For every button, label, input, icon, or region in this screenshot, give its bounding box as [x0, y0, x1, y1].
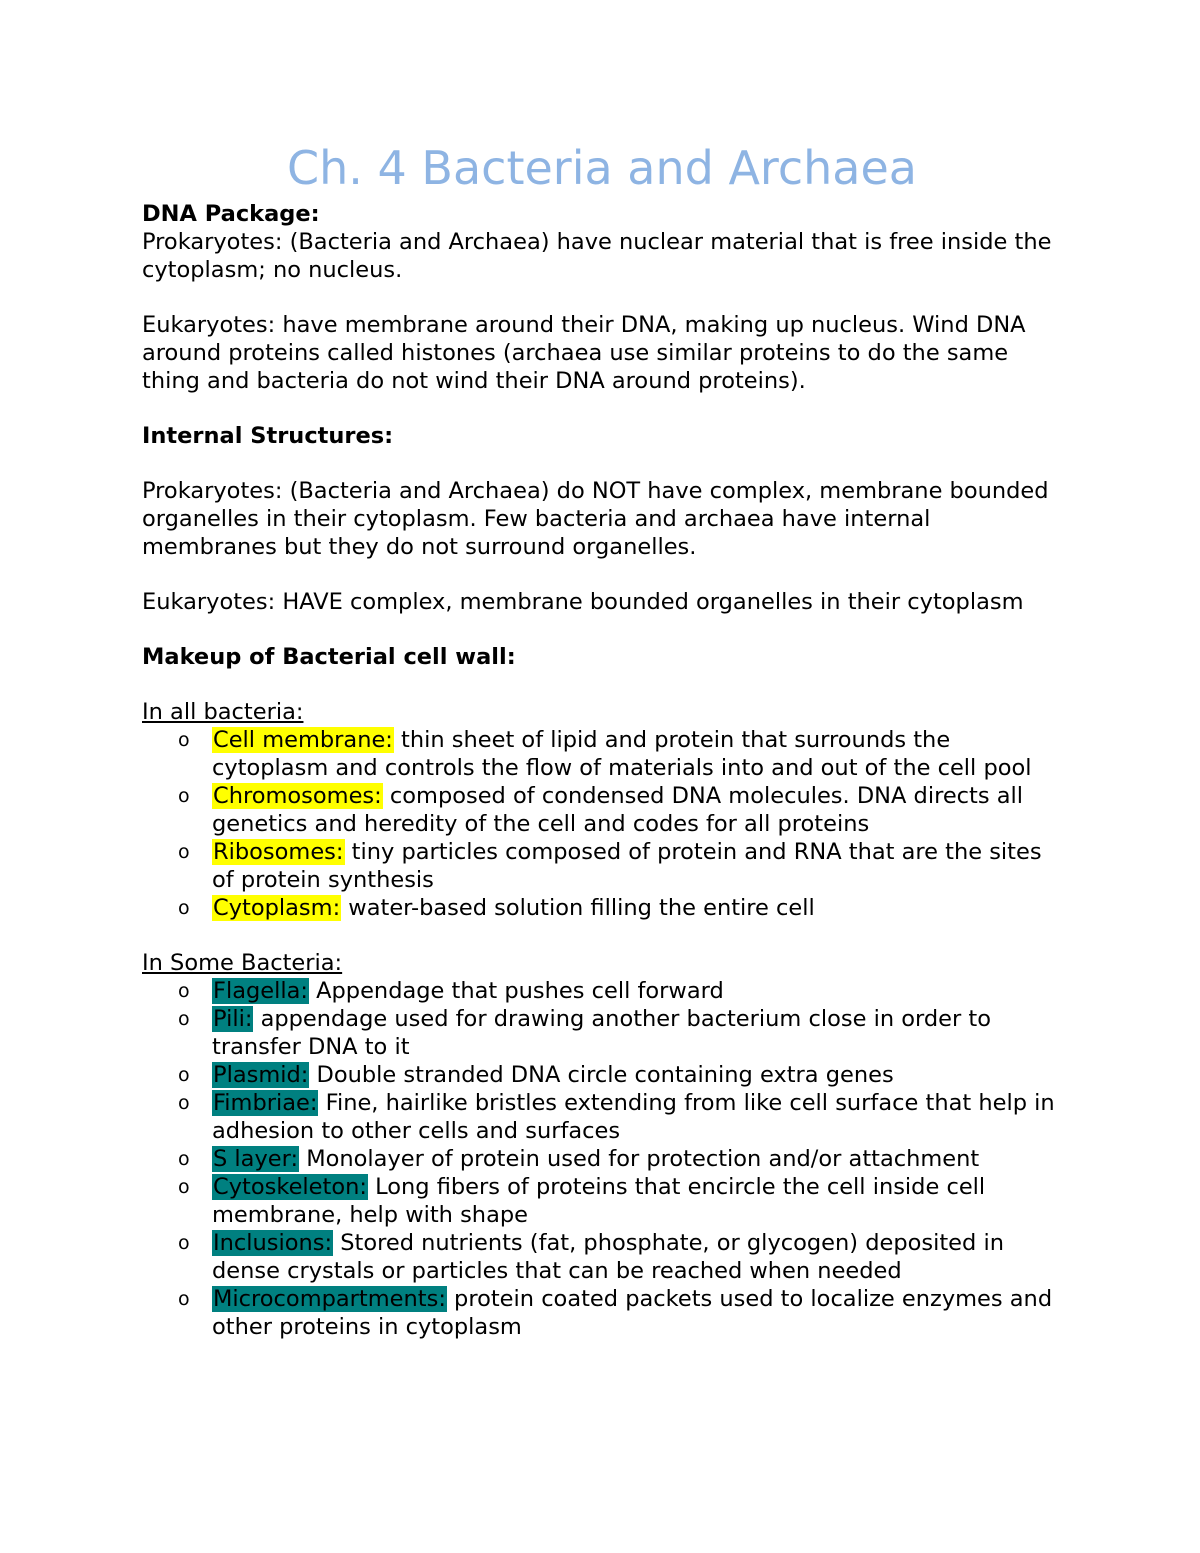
some-bacteria-label: In Some Bacteria: — [142, 950, 343, 976]
term-description: tiny particles composed of protein and RNA that are the sites of protein synthesis — [212, 839, 1042, 893]
highlighted-term: Fimbriae: — [213, 1090, 318, 1116]
list-item — [142, 782, 1062, 838]
bullet-circle-icon: o — [178, 785, 190, 807]
list-item — [142, 1145, 1062, 1173]
bullet-circle-icon: o — [178, 980, 190, 1002]
list-item — [142, 838, 1062, 894]
bullet-circle-icon: o — [178, 1176, 190, 1198]
term-description: Fine, hairlike bristles extending from like cell surface that help in adhesion to other cells and surfaces — [212, 1090, 1055, 1144]
highlighted-term: Cytoplasm: — [213, 895, 341, 921]
dna-eukaryotes-text: Eukaryotes: have membrane around their DNA, making up nucleus. Wind DNA around proteins called histones (archaea use similar proteins to do the same thing and bacteria do not wind their DNA around proteins). — [142, 312, 1026, 394]
bullet-circle-icon: o — [178, 1064, 190, 1086]
bullet-circle-icon: o — [178, 1092, 190, 1114]
bullet-circle-icon: o — [178, 841, 190, 863]
highlighted-term: Cytoskeleton: — [213, 1174, 367, 1200]
bullet-circle-icon: o — [178, 1148, 190, 1170]
bullet-circle-icon: o — [178, 1232, 190, 1254]
all-bacteria-list — [142, 726, 1062, 922]
all-bacteria-label: In all bacteria: — [142, 699, 304, 725]
dna-package-heading: DNA Package: — [142, 201, 320, 227]
list-item — [142, 726, 1062, 782]
cell-wall-heading: Makeup of Bacterial cell wall: — [142, 644, 516, 670]
term-description: protein coated packets used to localize enzymes and other proteins in cytoplasm — [212, 1286, 1053, 1340]
term-description: Monolayer of protein used for protection and/or attachment — [299, 1146, 980, 1172]
list-item — [142, 1089, 1062, 1145]
term-description: appendage used for drawing another bacterium close in order to transfer DNA to it — [212, 1006, 991, 1060]
bullet-circle-icon: o — [178, 1008, 190, 1030]
bullet-circle-icon: o — [178, 729, 190, 751]
highlighted-term: Cell membrane: — [213, 727, 393, 753]
internal-prokaryotes-text: Prokaryotes: (Bacteria and Archaea) do NOT have complex, membrane bounded organelles in their cytoplasm. Few bacteria and archaea have internal membranes but they do not surround organelles. — [142, 478, 1049, 560]
highlighted-term: S layer: — [213, 1146, 299, 1172]
highlighted-term: Pili: — [213, 1006, 253, 1032]
list-item — [142, 1285, 1062, 1341]
list-item — [142, 1061, 1062, 1089]
page-title: Ch. 4 Bacteria and Archaea — [287, 141, 917, 195]
list-item — [142, 1173, 1062, 1229]
internal-structures-heading: Internal Structures: — [142, 423, 394, 449]
list-item — [142, 1005, 1062, 1061]
document-page — [142, 138, 1062, 1341]
highlighted-term: Ribosomes: — [213, 839, 344, 865]
list-item — [142, 1229, 1062, 1285]
term-description: Appendage that pushes cell forward — [308, 978, 724, 1004]
highlighted-term: Chromosomes: — [213, 783, 382, 809]
internal-eukaryotes-text: Eukaryotes: HAVE complex, membrane bounded organelles in their cytoplasm — [142, 589, 1024, 615]
term-description: composed of condensed DNA molecules. DNA directs all genetics and heredity of the cell and codes for all proteins — [212, 783, 1024, 837]
highlighted-term: Inclusions: — [213, 1230, 333, 1256]
term-description: Double stranded DNA circle containing extra genes — [309, 1062, 894, 1088]
bullet-circle-icon: o — [178, 1288, 190, 1310]
dna-prokaryotes-text: Prokaryotes: (Bacteria and Archaea) have nuclear material that is free inside the cytoplasm; no nucleus. — [142, 229, 1052, 283]
bullet-circle-icon: o — [178, 897, 190, 919]
highlighted-term: Flagella: — [213, 978, 308, 1004]
some-bacteria-list — [142, 977, 1062, 1341]
term-description: Long fibers of proteins that encircle the cell inside cell membrane, help with shape — [212, 1174, 986, 1228]
term-description: thin sheet of lipid and protein that surrounds the cytoplasm and controls the flow of materials into and out of the cell pool — [212, 727, 1032, 781]
term-description: Stored nutrients (fat, phosphate, or glycogen) deposited in dense crystals or particles that can be reached when needed — [212, 1230, 1004, 1284]
list-item — [142, 977, 1062, 1005]
highlighted-term: Plasmid: — [213, 1062, 309, 1088]
highlighted-term: Microcompartments: — [213, 1286, 446, 1312]
list-item — [142, 894, 1062, 922]
term-description: water-based solution filling the entire cell — [341, 895, 815, 921]
